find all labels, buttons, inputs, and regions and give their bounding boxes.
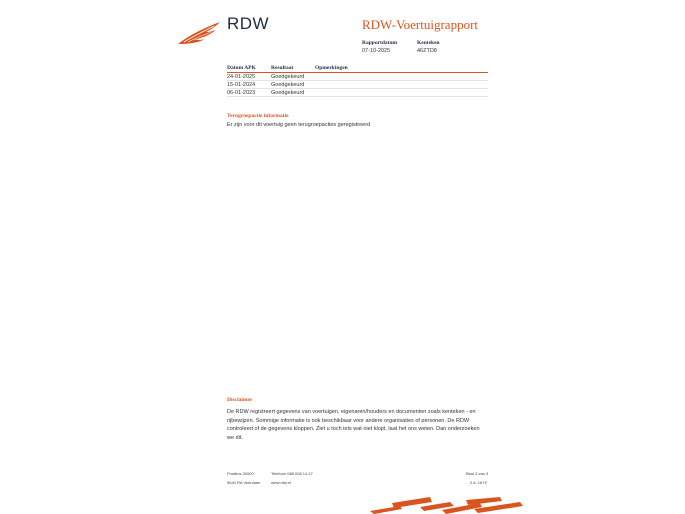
footer-page-number: Blad 3 van 3 [466,471,489,476]
disclaimer-line: rijbewijzen. Sommige informatie is ook beschikbaar voor andere organisaties of personen. De RDW [227,417,470,424]
column-header-remarks: Opmerkingen [315,65,348,71]
disclaimer-line: De RDW registreert gegevens van voertuigen, eigenaren/houders en documenten zoals kenteken - en [227,409,476,415]
disclaimer-text [227,408,497,442]
table-row [227,89,488,97]
rdw-logo-icon [176,20,222,46]
column-header-date: Datum APK [227,65,256,71]
apk-result: Goedgekeurd [271,82,305,88]
disclaimer-line: controleert of de gegevens kloppen. Ziet u toch iets wat niet klopt, laat het ons weten. Dan onderzoeken [227,426,480,432]
disclaimer-line: we dit. [227,434,243,441]
apk-date: 24-01-2025 [227,74,256,80]
footer-doc-code: 2.6. 1679 [470,480,487,485]
table-row [227,73,488,81]
report-date-value: 07-10-2025 [362,48,391,54]
apk-result: Goedgekeurd [271,90,305,96]
plate-label: Kenteken [417,40,440,46]
report-date-label: Rapportdatum [362,40,398,46]
apk-table-header [227,65,488,73]
apk-table [227,65,488,97]
logo-text: RDW [227,14,270,33]
footer-phone: Telefoon 088 008 14 47 [271,471,313,476]
recall-section-text: Er zijn voor dit voertuig geen terugroepacties geregistreerd [227,122,371,128]
recall-section-title: Terugroepactie informatie [227,113,289,119]
footer-website: www.rdw.nl [271,480,292,485]
table-row [227,81,488,89]
apk-result: Goedgekeurd [271,74,305,80]
column-header-result: Resultaat [271,65,294,71]
disclaimer-title: Disclaimer [227,397,253,403]
document-title: RDW-Voertuigrapport [362,17,479,32]
apk-date: 06-01-2023 [227,90,256,96]
footer-city: 9640 RA Veendam [227,480,261,485]
plate-value: 46ZTD8 [417,48,437,54]
apk-date: 15-01-2024 [227,82,256,88]
footer-postbus: Postbus 30000 [227,471,254,476]
rdw-stripes-icon [370,497,525,514]
